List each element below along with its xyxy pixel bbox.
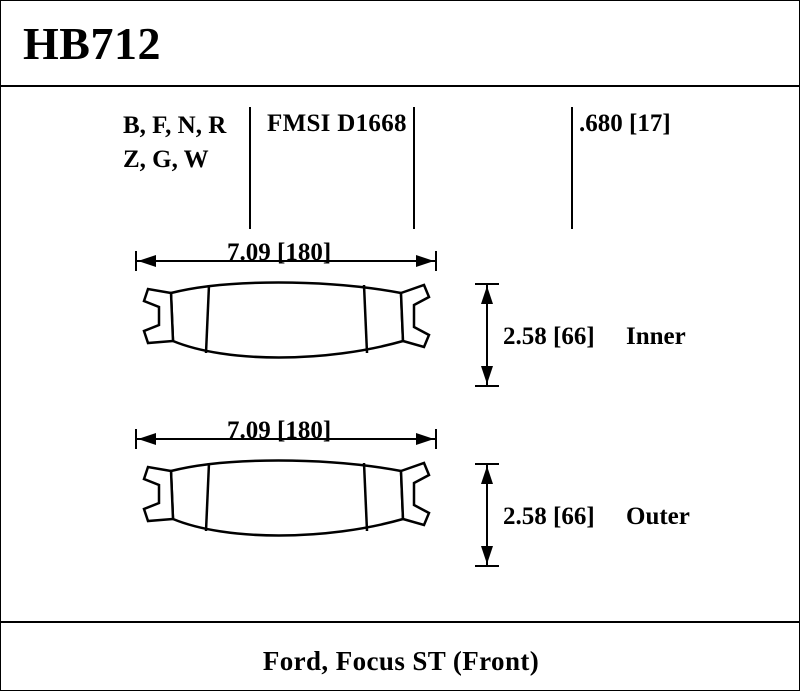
inner-width-dimension: 7.09 [180] <box>227 239 332 266</box>
outer-side-label: Outer <box>626 503 690 530</box>
outer-height-dimension: 2.58 [66] <box>503 503 595 530</box>
compound-codes <box>123 109 226 177</box>
header-divider <box>1 85 800 87</box>
compound-codes-line-2: Z, G, W <box>123 146 209 173</box>
outer-height-dimension-line <box>467 456 507 576</box>
inner-height-dimension: 2.58 [66] <box>503 323 595 350</box>
fmsi-right-tick <box>413 107 415 229</box>
inner-height-dimension-line <box>467 276 507 396</box>
outer-width-dimension: 7.09 [180] <box>227 417 332 444</box>
fmsi-value: D1668 <box>337 110 407 137</box>
compound-codes-line-1: B, F, N, R <box>123 112 227 139</box>
vehicle-application-label: Ford, Focus ST (Front) <box>262 646 540 676</box>
fmsi-code <box>267 110 407 138</box>
inner-side-label: Inner <box>626 323 686 350</box>
page-title: HB712 <box>23 18 161 69</box>
fmsi-label: FMSI <box>267 110 331 137</box>
fmsi-left-tick <box>249 107 251 229</box>
thickness-value: .680 [17] <box>579 110 671 137</box>
thickness-tick <box>571 107 573 229</box>
footer-divider <box>1 621 800 623</box>
